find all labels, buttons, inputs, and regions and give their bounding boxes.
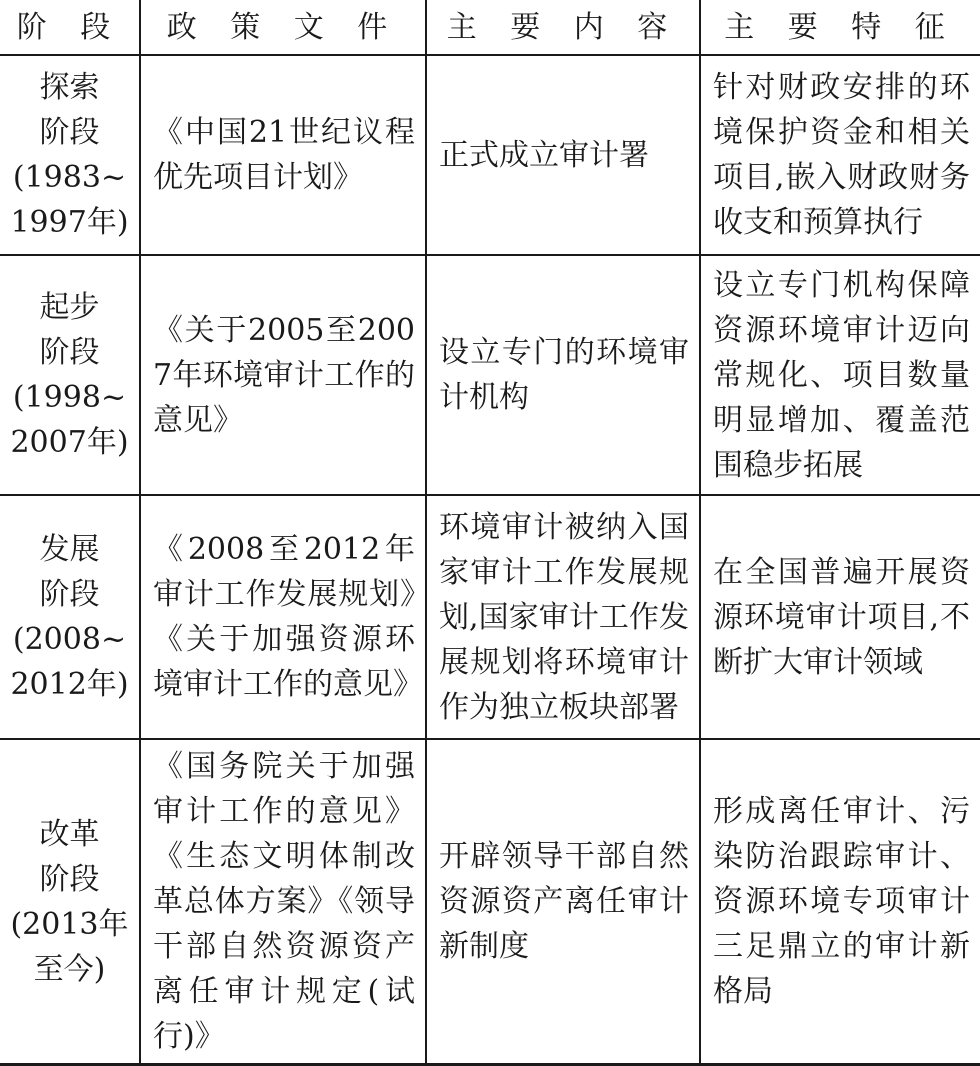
feature-cell: 形成离任审计、污染防治跟踪审计、资源环境专项审计三足鼎立的审计新格局 [713,794,970,1009]
policy-cell: 《2008至2012年审计工作发展规划》《关于加强资源环境审计工作的意见》 [140,495,426,739]
feature-cell: 在全国普遍开展资源环境审计项目,不断扩大审计领域 [713,554,970,680]
stage-cell [0,495,140,739]
content-cell: 环境审计被纳入国家审计工作发展规划,国家审计工作发展规划将环境审计作为独立板块部署 [426,495,700,739]
stage-period-start: (2013年 [10,906,129,942]
stage-name: 改革 [39,816,100,852]
table-row [0,255,980,495]
stage-name: 发展 [39,532,100,567]
header-main-feature: 主 要 特 征 [700,0,980,55]
content-cell: 正式成立审计署 [426,55,700,255]
stage-period-end: 2012年) [10,667,129,702]
stage-cell [0,255,140,495]
stage-name: 探索 [39,70,100,105]
header-policy-document: 政 策 文 件 [140,0,426,55]
table-row [0,55,980,255]
stage-period-end: 至今) [33,951,106,987]
policy-cell: 《中国21世纪议程优先项目计划》 [140,55,426,255]
table-header-row [0,0,980,55]
content-cell: 设立专门的环境审计机构 [426,255,700,495]
policy-cell: 《国务院关于加强审计工作的意见》《生态文明体制改革总体方案》《领导干部自然资源资产离任审计规定(试行)》 [140,739,426,1065]
table-row [0,739,980,1065]
feature-cell: 针对财政安排的环境保护资金和相关项目,嵌入财政财务收支和预算执行 [713,70,970,240]
stage-word: 阶段 [39,861,100,897]
table-row [0,495,980,739]
feature-cell: 设立专门机构保障资源环境审计迈向常规化、项目数量明显增加、覆盖范围稳步拓展 [713,267,970,483]
stage-period-start: (1983~ [12,160,127,195]
stage-period-end: 1997年) [10,205,129,240]
content-cell: 开辟领导干部自然资源资产离任审计新制度 [426,739,700,1065]
header-main-content: 主 要 内 容 [426,0,700,55]
stage-word: 阶段 [39,115,100,150]
stage-word: 阶段 [39,577,100,612]
stage-cell [0,55,140,255]
stage-word: 阶段 [39,335,100,370]
header-stage: 阶 段 [0,0,140,55]
policy-cell: 《关于2005至2007年环境审计工作的意见》 [140,255,426,495]
stage-period-start: (2008~ [12,622,127,657]
stage-period-start: (1998~ [12,380,127,415]
stage-name: 起步 [39,290,100,325]
stage-period-end: 2007年) [10,425,129,460]
stage-cell [0,739,140,1065]
